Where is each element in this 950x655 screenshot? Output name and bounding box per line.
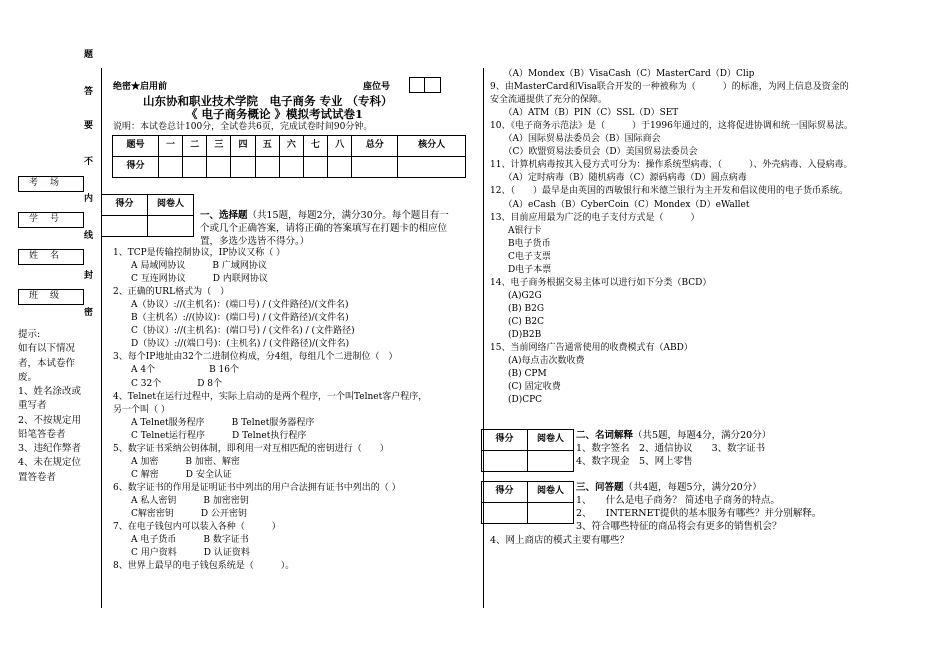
score-table-header-row bbox=[113, 136, 466, 157]
question-line: C 32个 D 8个 bbox=[113, 378, 223, 389]
grader-score-label: 得分 bbox=[102, 195, 148, 216]
question-line: C 用户资料 D 认证资料 bbox=[113, 548, 250, 559]
question-line: D电子本票 bbox=[490, 264, 552, 275]
seat-box[interactable] bbox=[409, 77, 425, 93]
section2-title: 二、名词解释 bbox=[576, 430, 634, 441]
grader-name-label: 阅卷人 bbox=[148, 195, 194, 216]
question-line: (D)CPC bbox=[490, 395, 543, 406]
question-line: 3、每个IP地址由32个二进制位构成，分4组，每组几个二进制位（ ） bbox=[113, 352, 398, 363]
score-table bbox=[112, 135, 466, 178]
seat-label: 座位号 bbox=[363, 82, 391, 92]
section1-desc: （共15题，每题2分，满分30分。每个题目有一 bbox=[247, 210, 449, 221]
score-cell[interactable] bbox=[255, 157, 279, 178]
notice-text bbox=[18, 328, 84, 485]
student-id-field[interactable] bbox=[18, 212, 84, 228]
notice-line: 4、未在规定位置答卷者 bbox=[18, 457, 82, 483]
question-line: C（协议）://(主机名)：(端口号) / (文件名) / (文件路径) bbox=[113, 326, 355, 337]
notice-line: 1、姓名涂改或重写者 bbox=[18, 386, 82, 412]
class-field[interactable] bbox=[18, 289, 84, 305]
seal-char: 题 bbox=[84, 50, 94, 60]
grader-box-section2 bbox=[481, 429, 574, 472]
score-cell[interactable] bbox=[158, 157, 182, 178]
score-header-cell: 七 bbox=[303, 136, 327, 157]
grader-name-cell[interactable] bbox=[528, 451, 574, 472]
score-header-cell: 一 bbox=[158, 136, 182, 157]
question-line: C 互连网协议 D 内联网协议 bbox=[113, 274, 268, 285]
section1-title: 一、选择题 bbox=[200, 210, 248, 221]
question-line: B（主机名）://(协议)：(端口号) / (文件路径)/(文件名) bbox=[113, 313, 349, 324]
score-header-cell: 二 bbox=[183, 136, 207, 157]
section3-item: 3、符合哪些特征的商品将会有更多的销售机会？ bbox=[576, 521, 782, 532]
seal-char: 答 bbox=[84, 87, 94, 97]
score-header-cell: 八 bbox=[328, 136, 352, 157]
school-title: 山东协和职业技术学院 电子商务 专业 （专科） bbox=[143, 94, 393, 108]
question-line: 1、TCP是传输控制协议，IP协议又称（ ） bbox=[113, 248, 286, 258]
question-line: 7、在电子钱包内可以装入各种（ ） bbox=[113, 522, 281, 533]
field-label: 班级 bbox=[29, 291, 72, 301]
question-line: A Telnet服务程序 B Telnet服务器程序 bbox=[113, 417, 315, 428]
section3-item: 4、网上商店的模式主要有哪些？ bbox=[490, 535, 630, 546]
grader-score-cell[interactable] bbox=[102, 216, 148, 237]
question-line: (A)G2G bbox=[490, 290, 542, 301]
notice-line: 如有以下情况者，本试卷作废。 bbox=[18, 343, 76, 383]
question-line: A 电子货币 B 数字证书 bbox=[113, 535, 249, 546]
section3-heading bbox=[576, 482, 762, 494]
question-line: 10、《电子商务示范法》是（ ）于1996年通过的，这将促进协调和统一国际贸易法。 bbox=[490, 121, 853, 132]
score-cell[interactable] bbox=[279, 157, 303, 178]
grader-name-cell[interactable] bbox=[148, 216, 194, 237]
question-line: B电子货币 bbox=[490, 238, 551, 249]
score-cell[interactable] bbox=[328, 157, 352, 178]
score-cell[interactable] bbox=[183, 157, 207, 178]
seal-char: 不 bbox=[84, 157, 94, 167]
question-line: C Telnet运行程序 D Telnet执行程序 bbox=[113, 430, 307, 441]
question-line: 12、（ ）最早是由英国的西敏银行和米德兰银行为主开发和倡议使用的电子货币系统。 bbox=[490, 186, 848, 197]
score-header-cell: 题号 bbox=[113, 136, 159, 157]
secret-mark: 绝密★启用前 bbox=[113, 82, 168, 92]
section1-desc-line2: 个或几个正确答案，请将正确的答案填写在打题卡的相应位 bbox=[200, 223, 448, 234]
question-line: (B) CPM bbox=[490, 369, 547, 380]
seal-line bbox=[101, 68, 102, 608]
question-line: 15、当前网络广告通常使用的收费模式有（ABD） bbox=[490, 343, 693, 354]
question-line: A 局域网协议 B 广域网协议 bbox=[113, 261, 267, 272]
grader-score-label: 得分 bbox=[482, 430, 528, 451]
question-line: C电子支票 bbox=[490, 251, 551, 262]
score-cell[interactable] bbox=[207, 157, 231, 178]
section3-title: 三、问答题 bbox=[576, 482, 624, 493]
seal-char: 内 bbox=[84, 194, 94, 204]
question-line: (C) 固定收费 bbox=[490, 382, 561, 393]
question-line: 8、世界上最早的电子钱包系统是（ ）。 bbox=[113, 561, 295, 572]
seal-char: 要 bbox=[84, 121, 94, 131]
exam-room-field[interactable] bbox=[18, 176, 84, 192]
exam-title: 《 电子商务概论 》模拟考试试卷1 bbox=[186, 107, 364, 121]
section2-desc: （共5题，每题4分，满分20分） bbox=[633, 430, 772, 441]
question-line: 6、数字证书的作用是证明证书中列出的用户合法拥有证书中列出的（ ） bbox=[113, 482, 401, 493]
section1-heading bbox=[200, 210, 449, 222]
question-line: （A）国际贸易法委员会（B）国际商会 bbox=[490, 134, 661, 145]
question-line: (A)每点击次数收费 bbox=[490, 356, 585, 367]
score-header-cell: 总分 bbox=[352, 136, 398, 157]
section2-items-line1: 1、数字签名 2、通信协议 3、数字证书 bbox=[576, 443, 766, 454]
seal-char: 密 bbox=[84, 308, 94, 318]
question-line: 5、数字证书采纳公钥体制，即利用一对互相匹配的密钥进行（ ） bbox=[113, 443, 389, 454]
question-line: (C) B2C bbox=[490, 316, 544, 327]
grader-name-label: 阅卷人 bbox=[528, 430, 574, 451]
question-line: C 解密 D 安全认证 bbox=[113, 469, 232, 480]
notice-line: 提示: bbox=[18, 329, 41, 340]
score-header-cell: 三 bbox=[207, 136, 231, 157]
section3-desc: （共4题，每题5分，满分20分） bbox=[623, 482, 762, 493]
question-line: A（协议）://(主机名)：(端口号) / (文件路径)/(文件名) bbox=[113, 300, 349, 311]
score-header-cell: 核分人 bbox=[398, 136, 466, 157]
seal-char: 封 bbox=[84, 271, 94, 281]
question-line: A 加密 B 加密、解密 bbox=[113, 456, 240, 467]
section3-item: 2、 INTERNET提供的基本服务有哪些？并分别解释。 bbox=[576, 508, 822, 519]
field-label: 考场 bbox=[29, 178, 72, 188]
score-cell[interactable] bbox=[352, 157, 398, 178]
score-cell[interactable] bbox=[303, 157, 327, 178]
field-label: 姓名 bbox=[29, 251, 72, 261]
question-line: 13、目前应用最为广泛的电子支付方式是（ ） bbox=[490, 212, 700, 223]
question-line: 9、由MasterCard和Visa联合开发的一种被称为（ ）的标准，为网上信息及资金的 bbox=[490, 82, 849, 93]
seal-char: 线 bbox=[84, 231, 94, 241]
question-line: A 4个 B 16个 bbox=[113, 365, 240, 376]
grader-score-cell[interactable] bbox=[482, 503, 528, 524]
score-cell[interactable] bbox=[398, 157, 466, 178]
score-table-score-row bbox=[113, 157, 466, 178]
section3-item: 1、 什么是电子商务？ 简述电子商务的特点。 bbox=[576, 495, 780, 506]
score-header-cell: 六 bbox=[279, 136, 303, 157]
instructions: 说明：本试卷总计100分，全试卷共6页，完成试卷时间90分钟。 bbox=[113, 122, 373, 132]
grader-box-section1 bbox=[101, 194, 194, 237]
name-field[interactable] bbox=[18, 249, 84, 265]
question-line: A银行卡 bbox=[490, 225, 542, 236]
question-line: （A）Mondex（B）VisaCash（C）MasterCard（D）Clip bbox=[490, 69, 755, 79]
question-line: （A）eCash（B）CyberCoin（C）Mondex（D）eWallet bbox=[490, 199, 750, 210]
notice-line: 3、违纪作弊者 bbox=[18, 443, 82, 454]
question-line: A 私人密钥 B 加密密钥 bbox=[113, 495, 249, 506]
question-line: 另一个叫（ ） bbox=[113, 404, 170, 415]
question-line: （C）欧盟贸易法委员会（D）美国贸易法委员会 bbox=[490, 147, 698, 158]
question-line: （A）定时病毒（B）随机病毒（C）源码病毒（D）圆点病毒 bbox=[490, 173, 747, 184]
question-line: （A）ATM（B）PIN（C）SSL（D）SET bbox=[490, 108, 679, 119]
grader-name-cell[interactable] bbox=[528, 503, 574, 524]
score-row-label: 得分 bbox=[113, 157, 159, 178]
question-line: 11、计算机病毒按其入侵方式可分为：操作系统型病毒、（ ）、外壳病毒、入侵病毒。 bbox=[490, 160, 853, 171]
question-line: 安全流通提供了充分的保障。 bbox=[490, 95, 608, 106]
question-line: (D)B2B bbox=[490, 330, 542, 340]
section2-items-line2: 4、数字现金 5、网上零售 bbox=[576, 456, 693, 467]
question-line: (B) B2G bbox=[490, 303, 545, 314]
notice-line: 2、不按规定用铅笔答卷者 bbox=[18, 414, 82, 440]
grader-name-label: 阅卷人 bbox=[528, 482, 574, 503]
question-line: 4、Telnet在运行过程中，实际上启动的是两个程序，一个叫Telnet客户程序， bbox=[113, 391, 428, 402]
section2-heading bbox=[576, 430, 771, 442]
seat-box[interactable] bbox=[425, 77, 441, 93]
question-line: 2、正确的URL格式为（ ） bbox=[113, 287, 230, 298]
score-header-cell: 五 bbox=[255, 136, 279, 157]
question-line: 14、电子商务根据交易主体可以进行如下分类（BCD） bbox=[490, 277, 712, 288]
question-line: D（协议）://(端口号)：(主机名) / (文件路径)/(文件名) bbox=[113, 339, 350, 350]
score-cell[interactable] bbox=[231, 157, 255, 178]
grader-score-cell[interactable] bbox=[482, 451, 528, 472]
score-header-cell: 四 bbox=[231, 136, 255, 157]
question-line: C解密密钥 D 公开密钥 bbox=[113, 509, 247, 519]
grader-box-section3 bbox=[481, 481, 574, 524]
field-label: 学号 bbox=[29, 214, 72, 224]
page-divider bbox=[483, 68, 484, 608]
grader-score-label: 得分 bbox=[482, 482, 528, 503]
section1-desc-line3: 置，多选少选皆不得分。） bbox=[200, 236, 310, 247]
